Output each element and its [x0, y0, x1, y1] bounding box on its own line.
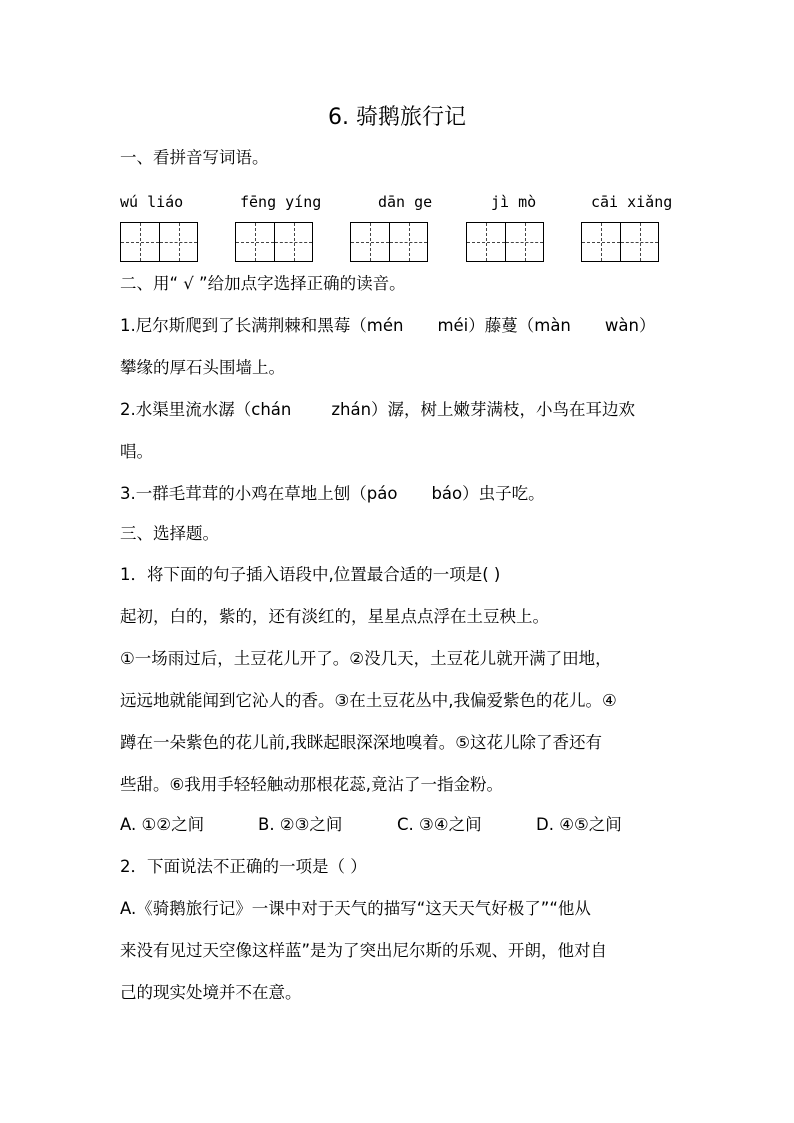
s2-q2-line1 [120, 399, 635, 421]
s3-q1-passage-line-3: 蹲在一朵紫色的花儿前,我眯起眼深深地嗅着。⑤这花儿除了香还有 [120, 733, 603, 752]
s3-q1-sentence: 起初，白的，紫的，还有淡红的，星星点点浮在土豆秧上。 [120, 607, 549, 626]
grid-cell[interactable] [389, 223, 427, 261]
s3-q1-passage-line-1: ①一场雨过后，土豆花儿开了。②没几天，土豆花儿就开满了田地， [120, 649, 612, 668]
grid-cell[interactable] [467, 223, 505, 261]
s3-q1-passage-line-2: 远远地就能闻到它沁人的香。③在土豆花丛中,我偏爱紫色的花儿。④ [120, 691, 617, 710]
s3-q2-option-a-line-1[interactable]: A.《骑鹅旅行记》一课中对于天气的描写“这天天气好极了”“他从 [120, 899, 591, 918]
grid-cell[interactable] [620, 223, 658, 261]
grid-cell[interactable] [274, 223, 312, 261]
s2-q2-part-a: 2.水渠里流水潺（chán [120, 400, 292, 419]
pinyin-1: wú liáo [120, 193, 184, 211]
writing-grid-1[interactable] [120, 222, 198, 262]
s3-q1-passage-line-4: 些甜。⑥我用手轻轻触动那根花蕊,竟沾了一指金粉。 [120, 775, 504, 794]
s2-q1-part-a: 1.尼尔斯爬到了长满荆棘和黑莓（mén [120, 316, 404, 335]
writing-grid-4[interactable] [466, 222, 544, 262]
s2-q3-part-b: báo）虫子吃。 [431, 484, 545, 503]
s2-q1-line1 [120, 315, 655, 337]
grid-cell[interactable] [236, 223, 274, 261]
section-3-heading: 三、选择题。 [120, 524, 219, 543]
section-2-heading: 二、用“ √ ”给加点字选择正确的读音。 [120, 274, 406, 293]
pinyin-2: fēng yíng [240, 193, 322, 211]
s2-q1-part-c: wàn） [604, 316, 656, 335]
s3-q1-option-c[interactable]: C. ③④之间 [397, 815, 482, 834]
writing-grid-2[interactable] [235, 222, 313, 262]
s3-q2-stem: 2．下面说法不正确的一项是（ ） [120, 857, 367, 876]
page-title: 6. 骑鹅旅行记 [328, 105, 466, 130]
grid-cell[interactable] [505, 223, 543, 261]
writing-grid-5[interactable] [581, 222, 659, 262]
pinyin-4: jì mò [491, 193, 537, 211]
s2-q3-part-a: 3.一群毛茸茸的小鸡在草地上刨（páo [120, 484, 398, 503]
s2-q2-part-b: zhán）潺，树上嫩芽满枝，小鸟在耳边欢 [331, 400, 636, 419]
grid-cell[interactable] [351, 223, 389, 261]
s2-q1-line2: 攀缘的厚石头围墙上。 [120, 358, 285, 377]
pinyin-3: dān ge [378, 193, 433, 211]
s3-q1-option-b[interactable]: B. ②③之间 [258, 815, 343, 834]
s3-q2-option-a-line-3[interactable]: 己的现实处境并不在意。 [120, 983, 302, 1002]
grid-cell[interactable] [582, 223, 620, 261]
s3-q2-option-a-line-2[interactable]: 来没有见过天空像这样蓝”是为了突出尼尔斯的乐观、开朗，他对自 [120, 941, 608, 960]
s3-q1-option-a[interactable]: A. ①②之间 [120, 815, 205, 834]
s2-q2-line2: 唱。 [120, 442, 153, 461]
s3-q1-option-d[interactable]: D. ④⑤之间 [536, 815, 622, 834]
s3-q1-stem: 1．将下面的句子插入语段中,位置最合适的一项是( ) [120, 565, 501, 584]
grid-cell[interactable] [121, 223, 159, 261]
grid-cell[interactable] [159, 223, 197, 261]
s2-q3-line1 [120, 483, 545, 505]
section-1-heading: 一、看拼音写词语。 [120, 148, 269, 167]
s2-q1-part-b: méi）藤蔓（màn [437, 316, 571, 335]
pinyin-5: cāi xiǎng [591, 193, 673, 211]
writing-grid-3[interactable] [350, 222, 428, 262]
